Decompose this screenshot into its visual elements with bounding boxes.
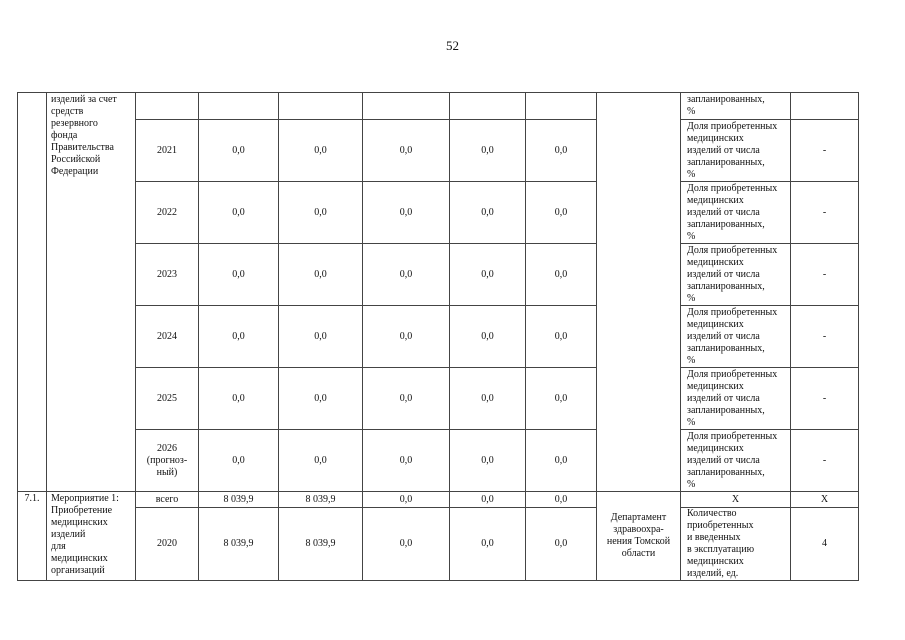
value-cell: 0,0 bbox=[526, 492, 597, 508]
indicator-cell: запланированных, % bbox=[681, 93, 791, 120]
value-cell: 0,0 bbox=[363, 368, 450, 430]
value-cell: 0,0 bbox=[279, 306, 363, 368]
value-cell: 0,0 bbox=[526, 306, 597, 368]
year-cell: 2022 bbox=[136, 182, 199, 244]
value-cell: 0,0 bbox=[279, 368, 363, 430]
activity-name-cell: изделий за счет средств резервного фонда Правительства Российской Федерации bbox=[47, 93, 136, 492]
table-row bbox=[18, 244, 859, 306]
indicator-cell: Количество приобретенных и введенных в эксплуатацию медицинских изделий, ед. bbox=[681, 508, 791, 581]
value-cell: 0,0 bbox=[279, 244, 363, 306]
row-number-cell bbox=[18, 93, 47, 492]
table-row bbox=[18, 120, 859, 182]
value-cell: 0,0 bbox=[450, 306, 526, 368]
table-row bbox=[18, 508, 859, 581]
year-cell: 2021 bbox=[136, 120, 199, 182]
value-cell bbox=[450, 93, 526, 120]
indicator-cell: Х bbox=[681, 492, 791, 508]
table-row bbox=[18, 430, 859, 492]
target-value-cell: - bbox=[791, 306, 859, 368]
year-cell bbox=[136, 93, 199, 120]
value-cell: 0,0 bbox=[526, 430, 597, 492]
value-cell bbox=[526, 93, 597, 120]
table-row bbox=[18, 182, 859, 244]
value-cell: 0,0 bbox=[279, 120, 363, 182]
table-row bbox=[18, 368, 859, 430]
value-cell: 0,0 bbox=[279, 182, 363, 244]
value-cell: 0,0 bbox=[450, 182, 526, 244]
value-cell bbox=[363, 93, 450, 120]
row-number-cell: 7.1. bbox=[18, 492, 47, 581]
table-row bbox=[18, 93, 859, 120]
program-activities-table bbox=[17, 92, 859, 581]
value-cell: 0,0 bbox=[450, 492, 526, 508]
target-value-cell: - bbox=[791, 120, 859, 182]
year-cell: 2024 bbox=[136, 306, 199, 368]
indicator-cell: Доля приобретенных медицинских изделий от числа запланированных, % bbox=[681, 368, 791, 430]
indicator-cell: Доля приобретенных медицинских изделий от числа запланированных, % bbox=[681, 244, 791, 306]
value-cell: 0,0 bbox=[363, 430, 450, 492]
value-cell: 0,0 bbox=[363, 120, 450, 182]
value-cell: 0,0 bbox=[279, 430, 363, 492]
value-cell: 0,0 bbox=[450, 508, 526, 581]
value-cell: 0,0 bbox=[526, 368, 597, 430]
table-row bbox=[18, 492, 859, 508]
value-cell: 0,0 bbox=[199, 244, 279, 306]
value-cell: 0,0 bbox=[363, 244, 450, 306]
value-cell: 0,0 bbox=[199, 120, 279, 182]
value-cell: 0,0 bbox=[199, 306, 279, 368]
value-cell: 0,0 bbox=[526, 244, 597, 306]
value-cell: 0,0 bbox=[450, 430, 526, 492]
value-cell: 0,0 bbox=[363, 306, 450, 368]
indicator-cell: Доля приобретенных медицинских изделий от числа запланированных, % bbox=[681, 120, 791, 182]
year-cell: 2020 bbox=[136, 508, 199, 581]
value-cell: 0,0 bbox=[526, 120, 597, 182]
target-value-cell: - bbox=[791, 182, 859, 244]
indicator-cell: Доля приобретенных медицинских изделий от числа запланированных, % bbox=[681, 306, 791, 368]
value-cell: 0,0 bbox=[450, 120, 526, 182]
target-value-cell: - bbox=[791, 430, 859, 492]
target-value-cell bbox=[791, 93, 859, 120]
indicator-cell: Доля приобретенных медицинских изделий от числа запланированных, % bbox=[681, 182, 791, 244]
executor-cell: Департамент здравоохра- нения Томской области bbox=[597, 492, 681, 581]
target-value-cell: - bbox=[791, 368, 859, 430]
activity-name-cell: Мероприятие 1: Приобретение медицинских изделий для медицинских организаций bbox=[47, 492, 136, 581]
value-cell: 0,0 bbox=[199, 430, 279, 492]
target-value-cell: - bbox=[791, 244, 859, 306]
indicator-cell: Доля приобретенных медицинских изделий от числа запланированных, % bbox=[681, 430, 791, 492]
table-row bbox=[18, 306, 859, 368]
value-cell: 0,0 bbox=[363, 182, 450, 244]
value-cell: 0,0 bbox=[450, 244, 526, 306]
executor-cell bbox=[597, 93, 681, 492]
value-cell bbox=[199, 93, 279, 120]
value-cell: 8 039,9 bbox=[199, 508, 279, 581]
value-cell: 0,0 bbox=[526, 182, 597, 244]
value-cell: 0,0 bbox=[199, 368, 279, 430]
target-value-cell: Х bbox=[791, 492, 859, 508]
value-cell: 8 039,9 bbox=[199, 492, 279, 508]
year-cell: 2025 bbox=[136, 368, 199, 430]
value-cell bbox=[279, 93, 363, 120]
value-cell: 8 039,9 bbox=[279, 508, 363, 581]
value-cell: 0,0 bbox=[199, 182, 279, 244]
value-cell: 0,0 bbox=[450, 368, 526, 430]
year-cell: 2023 bbox=[136, 244, 199, 306]
value-cell: 0,0 bbox=[526, 508, 597, 581]
value-cell: 8 039,9 bbox=[279, 492, 363, 508]
value-cell: 0,0 bbox=[363, 508, 450, 581]
page-number: 52 bbox=[446, 38, 459, 53]
target-value-cell: 4 bbox=[791, 508, 859, 581]
year-cell: 2026 (прогноз- ный) bbox=[136, 430, 199, 492]
year-cell: всего bbox=[136, 492, 199, 508]
value-cell: 0,0 bbox=[363, 492, 450, 508]
